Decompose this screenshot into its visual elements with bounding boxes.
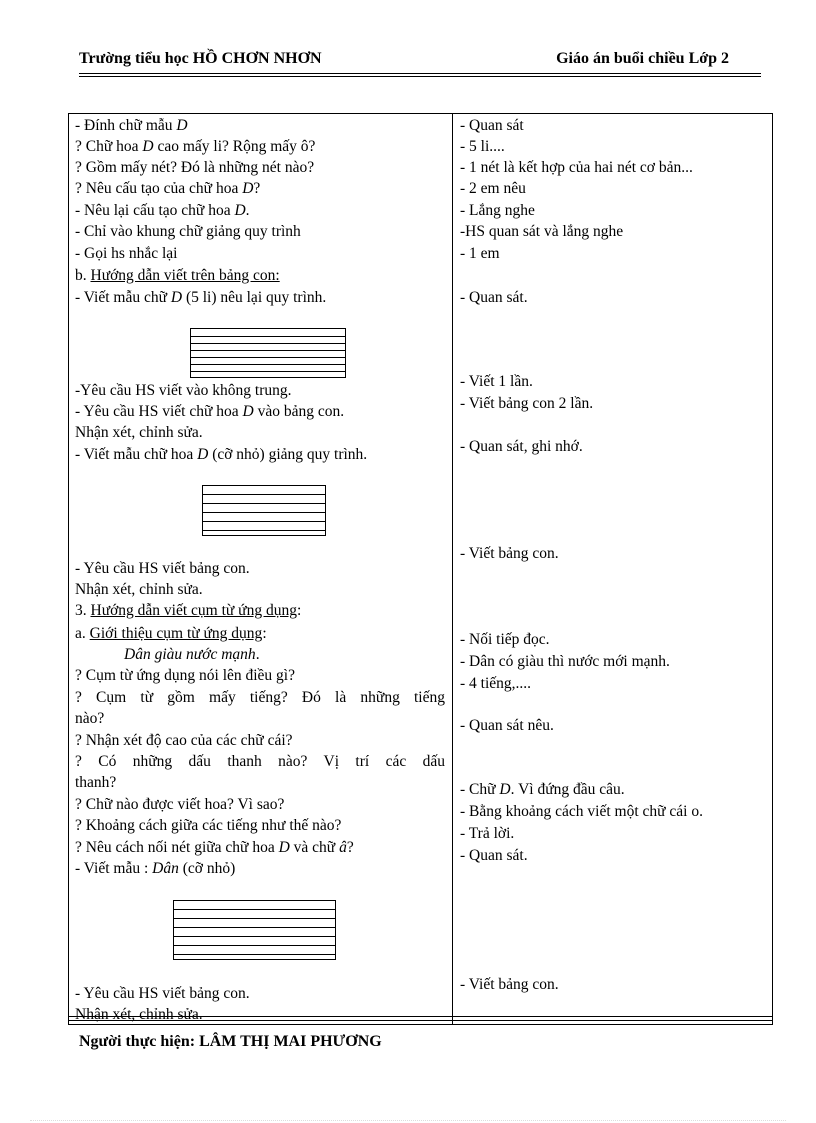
student-line: - Quan sát nêu. (460, 717, 554, 734)
student-line: - Dân có giàu thì nước mới mạnh. (460, 653, 670, 670)
section-heading-b: b. Hướng dẫn viết trên bảng con: (75, 267, 280, 284)
page-header (79, 50, 729, 70)
teacher-line: ? Gồm mấy nét? Đó là những nét nào? (75, 159, 315, 176)
student-line: - Viết bảng con. (460, 976, 559, 993)
teacher-line: -Yêu cầu HS viết vào không trung. (75, 382, 292, 399)
writing-grid (190, 328, 346, 378)
student-line: - 1 nét là kết hợp của hai nét cơ bản... (460, 159, 693, 176)
teacher-line: ? Nhận xét độ cao của các chữ cái? (75, 732, 293, 749)
student-line: - Nối tiếp đọc. (460, 631, 550, 648)
subject-title: Giáo án buổi chiều Lớp 2 (556, 50, 729, 67)
student-line: - Quan sát (460, 117, 524, 134)
student-line: - Lắng nghe (460, 202, 535, 219)
student-line: - Viết bảng con 2 lần. (460, 395, 594, 412)
student-line: - Viết bảng con. (460, 545, 559, 562)
student-line: - Quan sát, ghi nhớ. (460, 438, 583, 455)
section-heading-3: 3. Hướng dẫn viết cụm từ ứng dụng: (75, 602, 302, 619)
student-line: - 2 em nêu (460, 180, 526, 197)
section-heading-a: a. Giới thiệu cụm từ ứng dụng: (75, 625, 267, 642)
writing-grid (173, 900, 336, 960)
student-line: - Quan sát. (460, 289, 528, 306)
teacher-line: - Yêu cầu HS viết bảng con. (75, 985, 250, 1002)
teacher-line: nào? (75, 710, 105, 727)
teacher-line: Nhận xét, chỉnh sửa. (75, 1006, 203, 1023)
student-line: - 5 li.... (460, 138, 505, 155)
header-rule-bottom (79, 76, 761, 77)
teacher-line: - Đính chữ mẫu D (75, 117, 188, 134)
teacher-line: ? Cụm từ gồm mấy tiếng? Đó là những tiếng (75, 689, 445, 706)
teacher-line: - Viết mẫu : Dân (cỡ nhỏ) (75, 860, 236, 877)
sample-phrase: Dân giàu nước mạnh. (124, 646, 260, 663)
teacher-line: - Chỉ vào khung chữ giảng quy trình (75, 223, 301, 240)
student-line: - Quan sát. (460, 847, 528, 864)
teacher-line: thanh? (75, 774, 117, 791)
teacher-line: - Viết mẫu chữ hoa D (cỡ nhỏ) giảng quy trình. (75, 446, 368, 463)
teacher-line: ? Chữ hoa D cao mấy li? Rộng mấy ô? (75, 138, 316, 155)
teacher-line: Nhận xét, chỉnh sửa. (75, 581, 203, 598)
student-line: -HS quan sát và lắng nghe (460, 223, 624, 240)
teacher-line: - Nêu lại cấu tạo chữ hoa D. (75, 202, 250, 219)
student-line: - 1 em (460, 245, 500, 262)
student-line: - Trả lời. (460, 825, 515, 842)
student-line: - Chữ D. Vì đứng đầu câu. (460, 781, 625, 798)
writing-grid (202, 485, 326, 536)
column-divider (452, 113, 453, 1025)
page-edge (30, 1120, 786, 1121)
teacher-line: ? Khoảng cách giữa các tiếng như thế nào? (75, 817, 342, 834)
teacher-line: ? Nêu cách nối nét giữa chữ hoa D và chữ â? (75, 839, 354, 856)
teacher-line: - Gọi hs nhắc lại (75, 245, 178, 262)
teacher-line: - Yêu cầu HS viết chữ hoa D vào bảng con. (75, 403, 345, 420)
student-line: - Bằng khoảng cách viết một chữ cái o. (460, 803, 703, 820)
author-credit: Người thực hiện: LÂM THỊ MAI PHƯƠNG (79, 1033, 382, 1050)
student-line: - 4 tiếng,.... (460, 675, 532, 692)
student-line: - Viết 1 lần. (460, 373, 533, 390)
teacher-line: ? Chữ nào được viết hoa? Vì sao? (75, 796, 285, 813)
teacher-line: ? Có những dấu thanh nào? Vị trí các dấu (75, 753, 445, 770)
teacher-line: - Viết mẫu chữ D (5 li) nêu lại quy trình. (75, 289, 327, 306)
teacher-line: - Yêu cầu HS viết bảng con. (75, 560, 250, 577)
school-name: Trường tiểu học HỒ CHƠN NHƠN (79, 50, 322, 67)
teacher-line: ? Nêu cấu tạo của chữ hoa D? (75, 180, 261, 197)
header-rule-top (79, 73, 761, 74)
teacher-line: ? Cụm từ ứng dụng nói lên điều gì? (75, 667, 295, 684)
teacher-line: Nhận xét, chỉnh sửa. (75, 424, 203, 441)
